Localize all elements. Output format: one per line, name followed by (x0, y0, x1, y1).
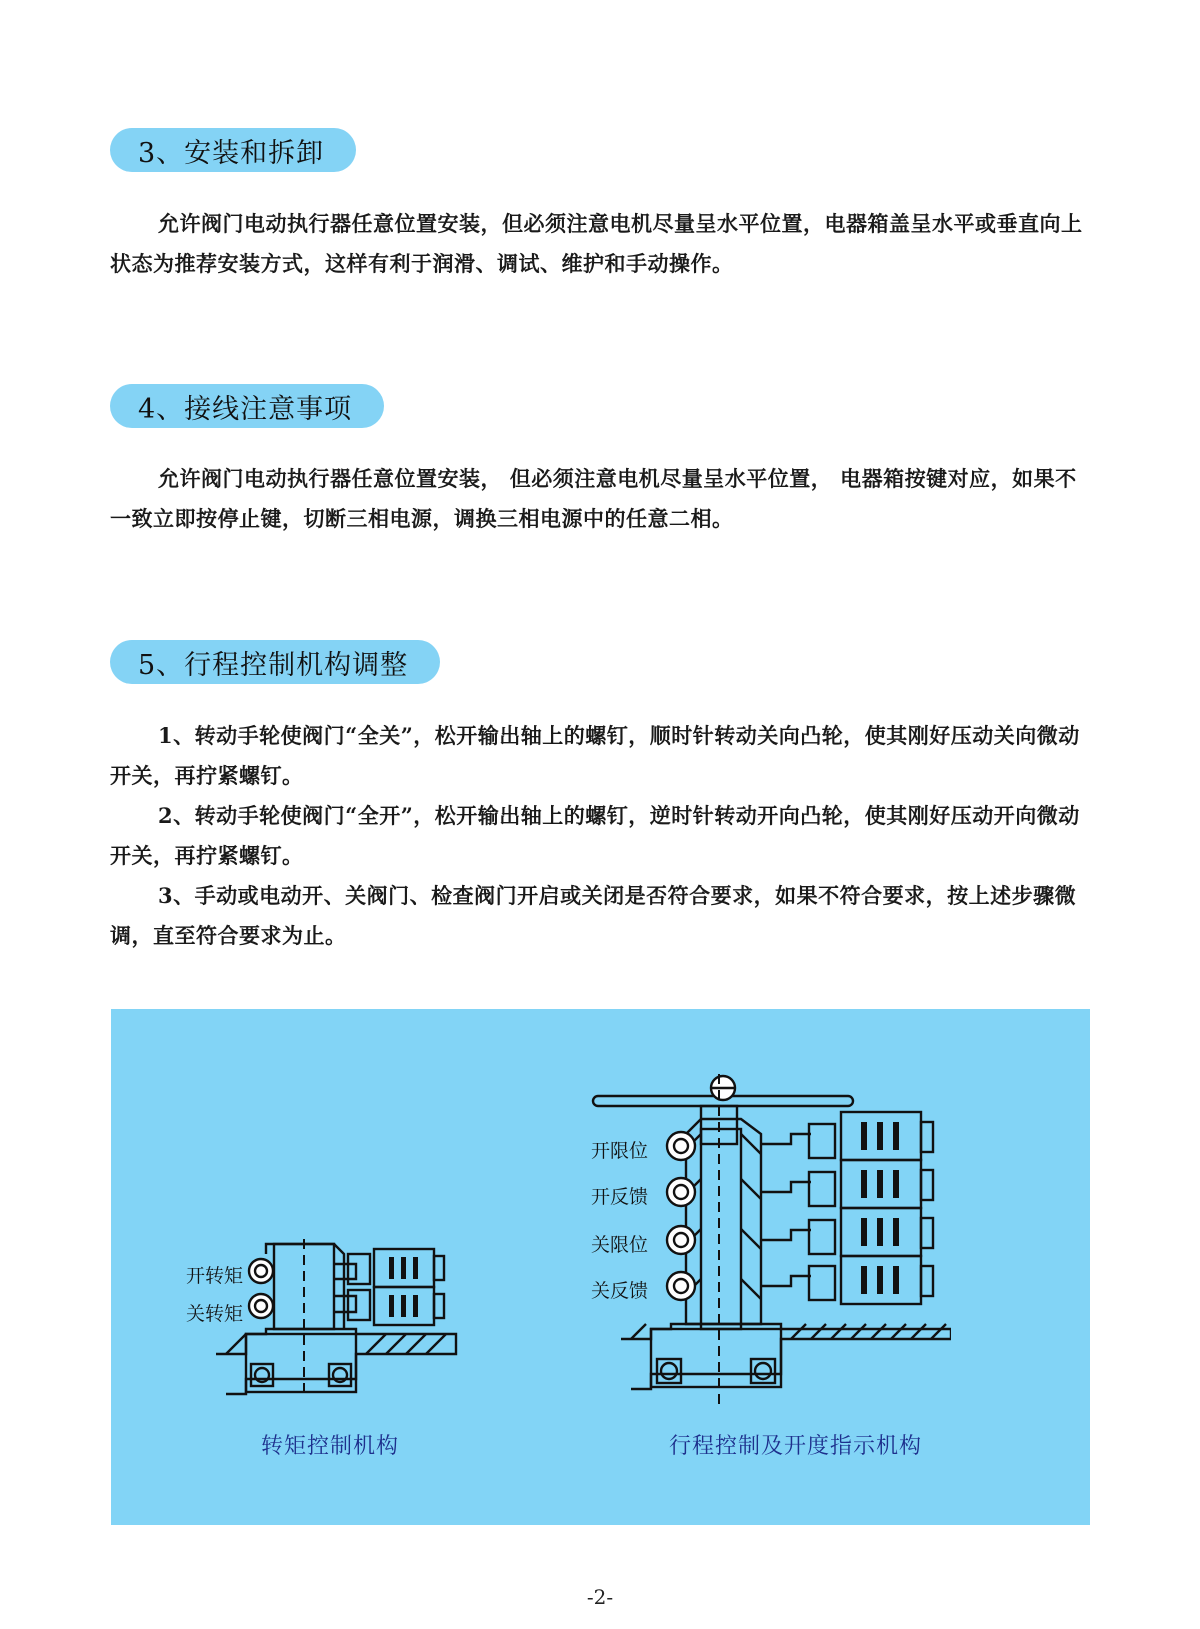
label-open-torque: 开转矩 (186, 1265, 244, 1287)
label-open-feedback: 开反馈 (591, 1186, 649, 1208)
section-heading-travel-control: 5、行程控制机构调整 (110, 640, 440, 684)
label-close-torque: 关转矩 (186, 1303, 244, 1325)
step-2: 2、转动手轮使阀门“全开”，松开输出轴上的螺钉，逆时针转动开向凸轮，使其刚好压动开向微动开关，再拧紧螺钉。 (110, 803, 1080, 868)
section-heading-wiring: 4、接线注意事项 (110, 384, 384, 428)
label-open-limit: 开限位 (591, 1140, 649, 1162)
step-1: 1、转动手轮使阀门“全关”，松开输出轴上的螺钉，顺时针转动关向凸轮，使其刚好压动关向微动开关，再拧紧螺钉。 (110, 723, 1080, 788)
section-body-install: 允许阀门电动执行器任意位置安装，但必须注意电机尽量呈水平位置，电器箱盖呈水平或垂直向上状态为推荐安装方式，这样有利于润滑、调试、维护和手动操作。 (110, 211, 1083, 276)
step-3: 3、手动或电动开、关阀门、检查阀门开启或关闭是否符合要求，如果不符合要求，按上述步骤微调，直至符合要求为止。 (110, 883, 1077, 948)
label-close-feedback: 关反馈 (591, 1280, 649, 1302)
caption-torque-control: 转矩控制机构 (261, 1434, 400, 1459)
section-heading-install: 3、安装和拆卸 (110, 128, 356, 172)
label-close-limit: 关限位 (591, 1234, 649, 1256)
caption-travel-control: 行程控制及开度指示机构 (669, 1434, 923, 1459)
page-number: -2- (586, 1585, 614, 1609)
torque-control-drawing (206, 1234, 466, 1404)
figure-panel (111, 1009, 1090, 1525)
section-body-wiring: 允许阀门电动执行器任意位置安装， 但必须注意电机尽量呈水平位置， 电器箱按键对应，如果不一致立即按停止键，切断三相电源，调换三相电源中的任意二相。 (110, 466, 1077, 531)
